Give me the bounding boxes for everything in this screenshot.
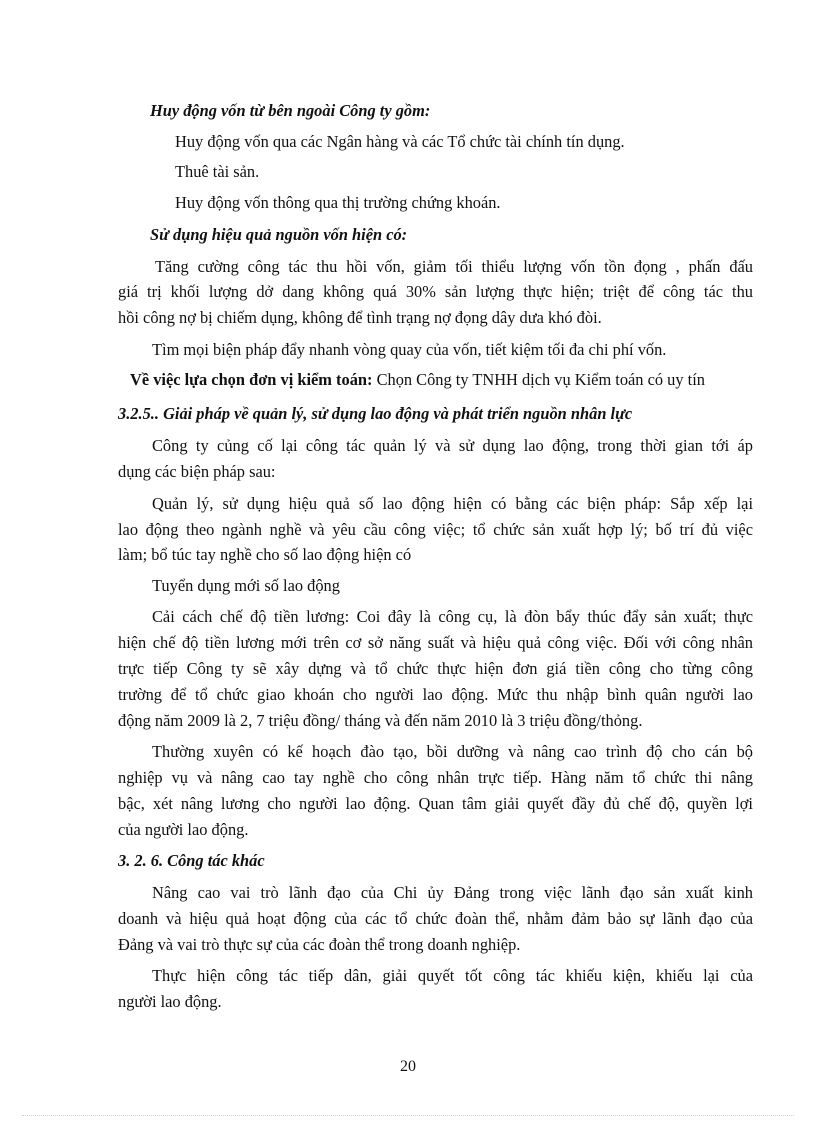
efficient-use-heading: Sử dụng hiệu quả nguồn vốn hiện có: (150, 225, 408, 244)
audit-paragraph (130, 370, 705, 390)
labor-p1-line2: dụng các biện pháp sau: (118, 462, 276, 481)
efficient-use-p1-line2: giá trị khối lượng dở dang không quá 30% sản lượng thực hiện; triệt để công tác thu (118, 282, 753, 301)
efficient-use-p1-line3: hồi công nợ bị chiếm dụng, không để tình trạng nợ đọng dây dưa khó đòi. (118, 308, 602, 327)
external-funding-heading: Huy động vốn từ bên ngoài Công ty gồm: (150, 101, 431, 120)
page-number: 20 (400, 1058, 416, 1075)
labor-p4-line4: trường để tổ chức giao khoán cho người lao động. Mức thu nhập bình quân người lao (118, 685, 753, 704)
labor-p5-line4: của người lao động. (118, 820, 249, 839)
efficient-use-p1-line1: Tăng cường công tác thu hồi vốn, giảm tối thiểu lượng vốn tồn đọng , phấn đấu (155, 257, 753, 276)
labor-p4-line5: động năm 2009 là 2, 7 triệu đồng/ tháng và đến năm 2010 là 3 triệu đồng/thỏng. (118, 711, 643, 730)
other-p1-line1: Nâng cao vai trò lãnh đạo của Chi ủy Đảng trong việc lãnh đạo sản xuất kinh (152, 883, 753, 902)
audit-label: Về việc lựa chọn đơn vị kiểm toán: (130, 370, 373, 389)
labor-p4-line3: trực tiếp Công ty sẽ xây dựng và tổ chức thực hiện đơn giá tiền công cho từng công (118, 659, 753, 678)
other-heading: 3. 2. 6. Công tác khác (118, 851, 265, 870)
audit-text: Chọn Công ty TNHH dịch vụ Kiểm toán có uy tín (372, 370, 705, 389)
labor-p2-line3: làm; bổ túc tay nghề cho số lao động hiện có (118, 545, 412, 564)
other-p2-line1: Thực hiện công tác tiếp dân, giải quyết tốt công tác khiếu kiện, khiếu lại của (152, 966, 753, 985)
labor-p2-line2: lao động theo ngành nghề và yêu cầu công việc; tổ chức sản xuất hợp lý; bố trí đủ việc (118, 520, 753, 539)
other-p1-line2: doanh và hiệu quả hoạt động của các tổ chức đoàn thể, nhằm đảm bảo sự lãnh đạo của (118, 909, 753, 928)
other-p1-line3: Đảng và vai trò thực sự của các đoàn thể trong doanh nghiệp. (118, 935, 521, 954)
labor-p1-line1: Công ty củng cố lại công tác quản lý và sử dụng lao động, trong thời gian tới áp (152, 436, 753, 455)
labor-p4-line2: hiện chế độ tiền lương mới trên cơ sở năng suất và hiệu quả công việc. Đối với công nhân (118, 633, 753, 652)
funding-item-securities: Huy động vốn thông qua thị trường chứng khoán. (175, 193, 501, 212)
labor-p5-line3: bậc, xét nâng lương cho người lao động. Quan tâm giải quyết đầy đủ chế độ, quyền lợi (118, 794, 753, 813)
labor-p5-line1: Thường xuyên có kế hoạch đào tạo, bồi dưỡng và nâng cao trình độ cho cán bộ (152, 742, 753, 761)
funding-item-leasing: Thuê tài sản. (175, 162, 260, 181)
labor-p4-line1: Cải cách chế độ tiền lương: Coi đây là công cụ, là đòn bẩy thúc đẩy sản xuất; thực (152, 607, 753, 626)
other-p2-line2: người lao động. (118, 992, 222, 1011)
labor-p3: Tuyển dụng mới số lao động (152, 576, 340, 595)
page-bottom-divider (22, 1115, 794, 1116)
funding-item-banks: Huy động vốn qua các Ngân hàng và các Tổ chức tài chính tín dụng. (175, 132, 625, 151)
labor-p2-line1: Quản lý, sử dụng hiệu quả số lao động hiện có bằng các biện pháp: Sắp xếp lại (152, 494, 753, 513)
labor-p5-line2: nghiệp vụ và nâng cao tay nghề cho công nhân trực tiếp. Hàng năm tổ chức thi nâng (118, 768, 753, 787)
efficient-use-p2: Tìm mọi biện pháp đẩy nhanh vòng quay của vốn, tiết kiệm tối đa chi phí vốn. (152, 340, 667, 359)
labor-heading: 3.2.5.. Giải pháp về quản lý, sử dụng lao động và phát triển nguồn nhân lực (118, 404, 633, 423)
